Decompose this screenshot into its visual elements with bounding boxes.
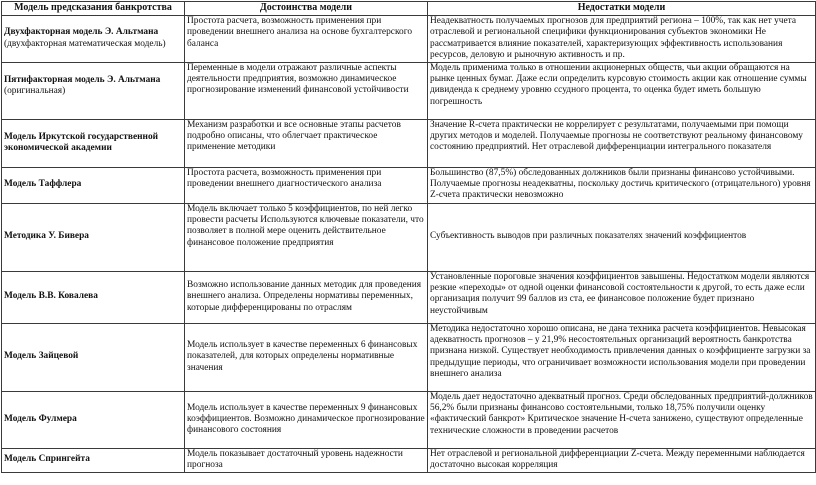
header-pros: Достоинства модели — [185, 2, 428, 16]
model-cell — [2, 448, 185, 472]
pros-cell: Простота расчета, возможность применения при проведении внешнего диагностического анализа — [185, 167, 428, 203]
model-cell — [2, 119, 185, 167]
model-name: Двухфакторная модель Э. Альтмана — [4, 27, 159, 38]
pros-cell: Возможно использование данных методик для проведения внешнего анализа. Определены нормативы переменных, которые дифференцированы по отраслям — [185, 271, 428, 323]
model-cell — [2, 62, 185, 119]
table-row — [2, 16, 816, 63]
pros-cell: Модель включает только 5 коэффициентов, по ней легко провести расчеты Используются ключевые показатели, что позволяет в полной мере оценить действительное финансовое положение предприятия — [185, 203, 428, 271]
pros-cell: Механизм разработки и все основные этапы расчетов подробно описаны, что облегчает практическое применение методики — [185, 119, 428, 167]
model-name: Модель Фулмера — [4, 413, 77, 424]
pros-cell: Модель использует в качестве переменных 6 финансовых показателей, для которых определены нормативные значения — [185, 323, 428, 391]
cons-cell: Методика недостаточно хорошо описана, не дана техника расчета коэффициентов. Невысокая адекватность прогнозов – у 21,9% несостоятельных организаций вероятность банкротства признана низкой. Существует необходимость привлечения данных о коэффициенте загрузки за предыдущие периоды, что ограничивает возможности использования модели при проведении внешнего анализа — [428, 323, 816, 391]
table-row — [2, 271, 816, 323]
cons-cell: Модель применима только в отношении акционерных обществ, чьи акции обращаются на рынке ценных бумаг. Даже если определить курсовую стоимость акции как отношение суммы дивиденда к среднему уровню ссудного процента, то оценка будет иметь большую погрешность — [428, 62, 816, 119]
bankruptcy-models-table — [1, 1, 816, 473]
model-cell — [2, 203, 185, 271]
table-header-row — [2, 2, 816, 16]
model-name: Модель В.В. Ковалева — [4, 291, 98, 302]
cons-cell: Нет отраслевой и региональной дифференциации Z-счета. Между переменными наблюдается достаточно высокая корреляция — [428, 448, 816, 472]
table-row — [2, 167, 816, 203]
model-cell — [2, 323, 185, 391]
model-name: Пятифакторная модель Э. Альтмана — [4, 74, 161, 85]
model-cell — [2, 167, 185, 203]
model-cell — [2, 271, 185, 323]
cons-cell: Субъективность выводов при различных показателях значений коэффициентов — [428, 203, 816, 271]
model-name: Модель Зайцевой — [4, 351, 79, 362]
cons-cell: Значение R-счета практически не коррелирует с результатами, получаемыми при помощи других методов и моделей. Получаемые прогнозы не соответствуют реальному финансовому состоянию предприятий. Нет отраслевой дифференциации интегрального показателя — [428, 119, 816, 167]
model-note: (двухфакторная математическая модель) — [4, 38, 166, 49]
model-name: Модель Таффлера — [4, 179, 82, 190]
pros-cell: Модель показывает достаточный уровень надежности прогноза — [185, 448, 428, 472]
cons-cell: Установленные пороговые значения коэффициентов завышены. Недостатком модели являются резкие «переходы» от одной оценки финансовой состоятельности к другой, то есть даже если организация получит 99 баллов из ста, ее финансовое положение будет признано неустойчивым — [428, 271, 816, 323]
model-cell — [2, 391, 185, 448]
model-name: Методика У. Бивера — [4, 231, 89, 242]
table-row — [2, 323, 816, 391]
cons-cell: Неадекватность получаемых прогнозов для предприятий региона – 100%, так как нет учета отраслевой и региональной специфики функционирования субъектов экономики Не рассматривается влияние показателей, характеризующих эффективность использования ресурсов, деловую и рыночную активность и пр. — [428, 16, 816, 63]
header-cons: Недостатки модели — [428, 2, 816, 16]
pros-cell: Переменные в модели отражают различные аспекты деятельности предприятия, возможно динамическое прогнозирование изменений финансовой устойчивости — [185, 62, 428, 119]
model-note: (оригинальная) — [4, 86, 66, 97]
header-model: Модель предсказания банкротства — [2, 2, 185, 16]
cons-cell: Большинство (87,5%) обследованных должников были признаны финансово устойчивыми. Получаемые прогнозы неадекватны, поскольку достичь критического (отрицательного) уровня Z-счета практически невозможно — [428, 167, 816, 203]
model-cell — [2, 16, 185, 63]
table-row — [2, 391, 816, 448]
cons-cell: Модель дает недостаточно адекватный прогноз. Среди обследованных предприятий-должников 56,2% были признаны финансово состоятельными, только 18,75% получили оценку «фактический банкрот» Критическое значение H-счета занижено, существуют определенные технические сложности в проведении расчетов — [428, 391, 816, 448]
pros-cell: Модель использует в качестве переменных 9 финансовых коэффициентов. Возможно динамическое прогнозирование финансового состояния — [185, 391, 428, 448]
table-row — [2, 62, 816, 119]
table-row — [2, 448, 816, 472]
table-row — [2, 203, 816, 271]
pros-cell: Простота расчета, возможность применения при проведении внешнего анализа на основе бухгалтерского баланса — [185, 16, 428, 63]
model-name: Модель Спрингейта — [4, 454, 90, 465]
table-row — [2, 119, 816, 167]
model-name: Модель Иркутской государственной экономической академии — [4, 131, 159, 154]
